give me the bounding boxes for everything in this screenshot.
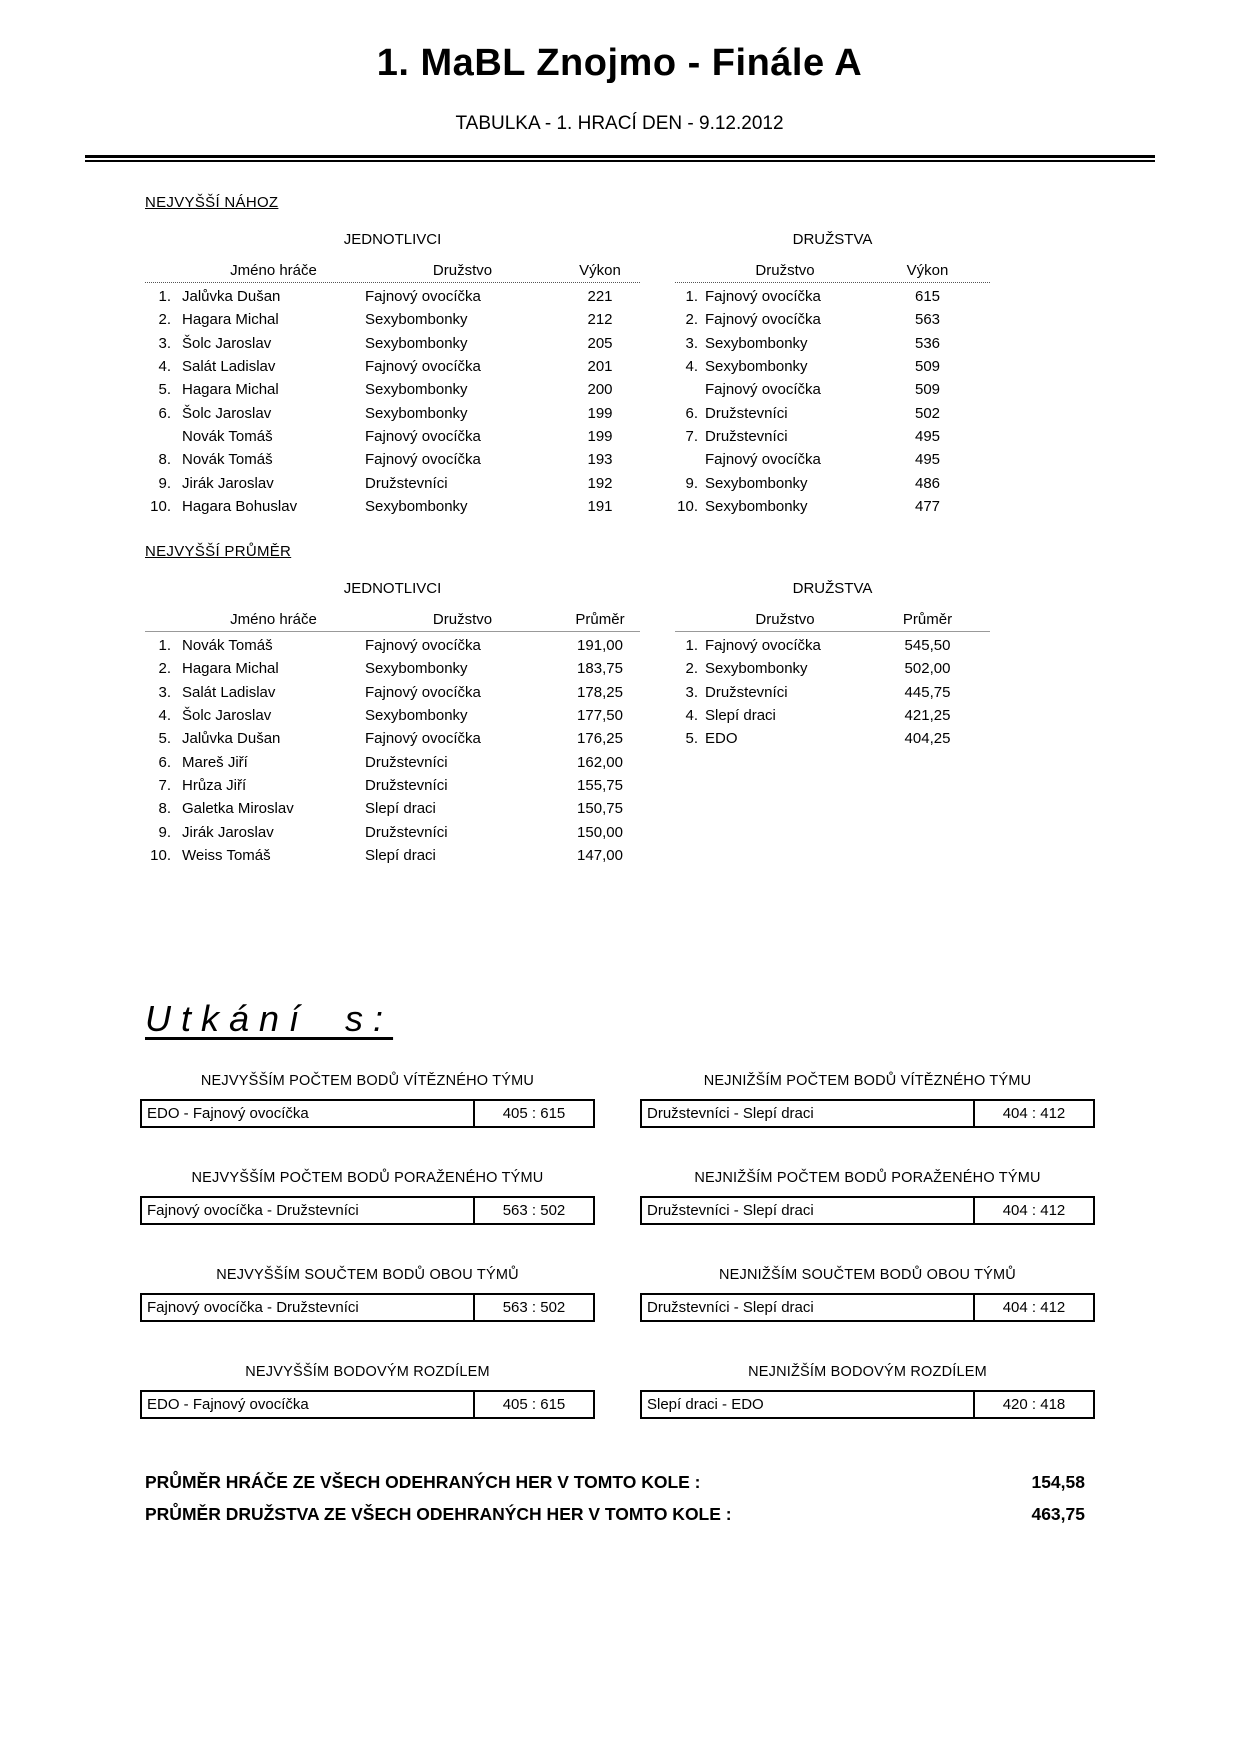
table-row <box>145 285 640 308</box>
rank-cell: 3. <box>685 683 698 701</box>
value-cell: 200 <box>587 381 613 399</box>
round-averages <box>145 1466 1085 1530</box>
table-row <box>675 401 990 424</box>
team-cell: Slepí draci <box>705 707 776 725</box>
table-row <box>675 681 990 704</box>
rank-cell: 6. <box>685 404 698 422</box>
rank-cell: 7. <box>685 427 698 445</box>
team-cell: Sexybombonky <box>365 311 468 329</box>
match-score: 420 : 418 <box>973 1392 1093 1417</box>
team-cell: Fajnový ovocíčka <box>705 637 821 655</box>
value-cell: 495 <box>914 427 941 445</box>
rank-cell: 4. <box>685 707 698 725</box>
rank-cell: 5. <box>685 730 698 748</box>
team-cell: Fajnový ovocíčka <box>705 311 821 329</box>
match-record <box>140 1267 595 1322</box>
rank-column-spacer <box>675 262 702 282</box>
team-cell: Sexybombonky <box>365 404 468 422</box>
value-cell: 155,75 <box>577 776 623 794</box>
average-value: 154,58 <box>1031 1471 1085 1492</box>
match-teams: Družstevníci - Slepí draci <box>647 1202 814 1219</box>
match-teams: Družstevníci - Slepí draci <box>647 1299 814 1316</box>
table-row <box>145 355 640 378</box>
value-cell: 177,50 <box>577 707 623 725</box>
column-header-player: Jméno hráče <box>230 611 317 628</box>
team-cell: Družstevníci <box>365 753 448 771</box>
table-body <box>145 634 640 867</box>
value-cell: 477 <box>914 497 941 515</box>
rank-cell: 10. <box>150 846 171 864</box>
team-cell: Družstevníci <box>365 823 448 841</box>
value-cell: 404,25 <box>904 730 951 748</box>
player-name-cell: Novák Tomáš <box>182 637 273 655</box>
match-record-label: NEJVYŠŠÍM POČTEM BODŮ PORAŽENÉHO TÝMU <box>191 1170 544 1186</box>
value-cell: 147,00 <box>577 846 623 864</box>
table-row <box>145 378 640 401</box>
team-cell: Družstevníci <box>705 427 788 445</box>
match-record-box <box>640 1293 1095 1322</box>
table-row <box>675 425 990 448</box>
rank-cell: 1. <box>158 288 171 306</box>
table-row <box>145 495 640 518</box>
rank-cell: 6. <box>158 753 171 771</box>
table-row <box>675 355 990 378</box>
match-score: 563 : 502 <box>473 1295 593 1320</box>
match-record <box>640 1267 1095 1322</box>
match-score: 404 : 412 <box>973 1101 1093 1126</box>
rank-column-spacer <box>675 611 702 631</box>
value-cell: 502 <box>914 404 941 422</box>
match-record-label: NEJNIŽŠÍM POČTEM BODŮ PORAŽENÉHO TÝMU <box>694 1170 1041 1186</box>
rank-cell: 7. <box>158 776 171 794</box>
table-row <box>145 704 640 727</box>
table-row <box>145 308 640 331</box>
header-underline <box>675 282 990 283</box>
table-row <box>675 378 990 401</box>
table-row <box>145 332 640 355</box>
table-body <box>675 285 990 518</box>
value-cell: 545,50 <box>904 637 951 655</box>
match-teams: Slepí draci - EDO <box>647 1396 764 1413</box>
value-cell: 495 <box>914 451 941 469</box>
table-row <box>145 681 640 704</box>
match-teams: Družstevníci - Slepí draci <box>647 1105 814 1122</box>
table-title: DRUŽSTVA <box>792 580 873 597</box>
page-title: 1. MaBL Znojmo - Finále A <box>376 42 863 84</box>
value-cell: 221 <box>587 288 613 306</box>
table-row <box>145 727 640 750</box>
team-cell: Fajnový ovocíčka <box>705 451 821 469</box>
match-record-label: NEJNIŽŠÍM BODOVÝM ROZDÍLEM <box>748 1364 987 1380</box>
team-cell: Fajnový ovocíčka <box>365 288 481 306</box>
value-cell: 193 <box>587 451 613 469</box>
team-cell: Fajnový ovocíčka <box>365 451 481 469</box>
rank-cell: 5. <box>158 730 171 748</box>
team-cell: Sexybombonky <box>365 660 468 678</box>
value-cell: 150,75 <box>577 800 623 818</box>
average-row <box>145 1466 1085 1498</box>
value-cell: 445,75 <box>904 683 951 701</box>
rank-cell: 4. <box>158 358 171 376</box>
rank-cell: 4. <box>158 707 171 725</box>
team-cell: Sexybombonky <box>705 497 808 515</box>
teams-table <box>675 231 990 518</box>
matches-section-title: Utkání s: <box>145 998 394 1039</box>
match-record-label: NEJVYŠŠÍM BODOVÝM ROZDÍLEM <box>245 1364 490 1380</box>
header-underline <box>145 282 640 283</box>
table-row <box>145 634 640 657</box>
column-header-value: Průměr <box>575 611 625 628</box>
match-teams: Fajnový ovocíčka - Družstevníci <box>147 1299 359 1316</box>
player-name-cell: Šolc Jaroslav <box>182 707 272 725</box>
player-name-cell: Galetka Miroslav <box>182 800 294 818</box>
team-cell: Sexybombonky <box>705 334 808 352</box>
player-name-cell: Hagara Michal <box>182 311 279 329</box>
rank-cell: 8. <box>158 800 171 818</box>
value-cell: 201 <box>587 358 613 376</box>
team-cell: Družstevníci <box>365 776 448 794</box>
page-subtitle: TABULKA - 1. HRACÍ DEN - 9.12.2012 <box>455 113 784 134</box>
match-score: 405 : 615 <box>473 1101 593 1126</box>
rank-cell: 4. <box>685 358 698 376</box>
column-header-team: Družstvo <box>432 262 493 279</box>
value-cell: 150,00 <box>577 823 623 841</box>
header-divider <box>85 155 1155 162</box>
average-label: PRŮMĚR HRÁČE ZE VŠECH ODEHRANÝCH HER V TOMTO KOLE : <box>145 1471 701 1492</box>
value-cell: 199 <box>587 404 613 422</box>
average-value: 463,75 <box>1031 1503 1085 1524</box>
player-name-cell: Hagara Bohuslav <box>182 497 298 515</box>
match-score: 405 : 615 <box>473 1392 593 1417</box>
player-name-cell: Novák Tomáš <box>182 427 273 445</box>
player-name-cell: Hagara Michal <box>182 660 279 678</box>
player-name-cell: Salát Ladislav <box>182 683 276 701</box>
rank-cell: 3. <box>158 683 171 701</box>
player-name-cell: Šolc Jaroslav <box>182 404 272 422</box>
section-title-highest-game: NEJVYŠŠÍ NÁHOZ <box>145 194 279 211</box>
match-record-box <box>140 1099 595 1128</box>
rank-cell: 1. <box>685 288 698 306</box>
rank-cell: 8. <box>158 451 171 469</box>
table-row <box>145 448 640 471</box>
match-record <box>140 1364 595 1419</box>
table-title: JEDNOTLIVCI <box>343 231 442 248</box>
individuals-table <box>145 580 640 867</box>
match-teams: EDO - Fajnový ovocíčka <box>147 1105 309 1122</box>
table-row <box>675 657 990 680</box>
table-row <box>675 634 990 657</box>
team-cell: Sexybombonky <box>705 660 808 678</box>
player-name-cell: Jalůvka Dušan <box>182 730 281 748</box>
match-record-box <box>640 1099 1095 1128</box>
table-row <box>145 401 640 424</box>
rank-cell: 6. <box>158 404 171 422</box>
table-row <box>145 844 640 867</box>
team-cell: Fajnový ovocíčka <box>365 730 481 748</box>
team-cell: Sexybombonky <box>705 474 808 492</box>
column-header-value: Výkon <box>906 262 949 279</box>
rank-cell: 9. <box>685 474 698 492</box>
player-name-cell: Mareš Jiří <box>182 753 248 771</box>
table-body <box>145 285 640 518</box>
match-record-box <box>140 1293 595 1322</box>
match-record-label: NEJNIŽŠÍM SOUČTEM BODŮ OBOU TÝMŮ <box>719 1267 1016 1283</box>
rank-cell: 10. <box>677 497 698 515</box>
team-cell: EDO <box>705 730 738 748</box>
average-label: PRŮMĚR DRUŽSTVA ZE VŠECH ODEHRANÝCH HER V TOMTO KOLE : <box>145 1503 732 1524</box>
rank-cell: 9. <box>158 823 171 841</box>
team-cell: Sexybombonky <box>365 497 468 515</box>
rank-column-spacer <box>145 262 177 282</box>
table-row <box>675 332 990 355</box>
column-header-team: Družstvo <box>432 611 493 628</box>
value-cell: 563 <box>914 311 941 329</box>
value-cell: 509 <box>914 358 941 376</box>
player-name-cell: Hagara Michal <box>182 381 279 399</box>
rank-cell: 3. <box>158 334 171 352</box>
rank-cell: 2. <box>158 660 171 678</box>
player-name-cell: Salát Ladislav <box>182 358 276 376</box>
team-cell: Fajnový ovocíčka <box>705 381 821 399</box>
rank-cell: 9. <box>158 474 171 492</box>
team-cell: Družstevníci <box>705 404 788 422</box>
player-name-cell: Weiss Tomáš <box>182 846 271 864</box>
section-title-highest-average: NEJVYŠŠÍ PRŮMĚR <box>145 543 292 560</box>
team-cell: Fajnový ovocíčka <box>365 427 481 445</box>
match-record <box>640 1364 1095 1419</box>
value-cell: 509 <box>914 381 941 399</box>
table-row <box>675 471 990 494</box>
player-name-cell: Jirák Jaroslav <box>182 823 274 841</box>
table-row <box>675 704 990 727</box>
rank-cell: 5. <box>158 381 171 399</box>
player-name-cell: Hrůza Jiří <box>182 776 247 794</box>
value-cell: 502,00 <box>904 660 951 678</box>
value-cell: 421,25 <box>904 707 951 725</box>
teams-table <box>675 580 990 750</box>
match-teams: Fajnový ovocíčka - Družstevníci <box>147 1202 359 1219</box>
table-row <box>675 285 990 308</box>
value-cell: 191,00 <box>577 637 623 655</box>
value-cell: 176,25 <box>577 730 623 748</box>
table-row <box>145 657 640 680</box>
value-cell: 536 <box>914 334 941 352</box>
rank-cell: 1. <box>685 637 698 655</box>
table-row <box>675 308 990 331</box>
column-header-value: Výkon <box>579 262 621 279</box>
value-cell: 486 <box>914 474 941 492</box>
team-cell: Sexybombonky <box>705 358 808 376</box>
value-cell: 615 <box>914 288 941 306</box>
match-record <box>640 1073 1095 1128</box>
table-row <box>675 727 990 750</box>
match-teams: EDO - Fajnový ovocíčka <box>147 1396 309 1413</box>
match-record <box>640 1170 1095 1225</box>
column-header-player: Jméno hráče <box>230 262 317 279</box>
match-record <box>140 1170 595 1225</box>
rank-cell: 1. <box>158 637 171 655</box>
table-title: DRUŽSTVA <box>792 231 873 248</box>
match-record-label: NEJNIŽŠÍM POČTEM BODŮ VÍTĚZNÉHO TÝMU <box>703 1073 1032 1089</box>
team-cell: Sexybombonky <box>365 334 468 352</box>
team-cell: Slepí draci <box>365 800 436 818</box>
player-name-cell: Jalůvka Dušan <box>182 288 281 306</box>
match-record-box <box>140 1196 595 1225</box>
table-header-row <box>675 262 990 282</box>
team-cell: Fajnový ovocíčka <box>365 683 481 701</box>
header-underline <box>145 631 640 632</box>
table-row <box>145 797 640 820</box>
team-cell: Fajnový ovocíčka <box>365 637 481 655</box>
table-row <box>675 448 990 471</box>
team-cell: Družstevníci <box>705 683 788 701</box>
rank-cell: 10. <box>150 497 171 515</box>
player-name-cell: Jirák Jaroslav <box>182 474 274 492</box>
match-score: 563 : 502 <box>473 1198 593 1223</box>
table-header-row <box>145 262 640 282</box>
match-record-box <box>640 1196 1095 1225</box>
table-row <box>145 750 640 773</box>
average-row <box>145 1498 1085 1530</box>
column-header-team: Družstvo <box>755 262 815 279</box>
player-name-cell: Novák Tomáš <box>182 451 273 469</box>
value-cell: 178,25 <box>577 683 623 701</box>
match-record <box>140 1073 595 1128</box>
table-header-row <box>675 611 990 631</box>
value-cell: 199 <box>587 427 613 445</box>
rank-column-spacer <box>145 611 177 631</box>
player-name-cell: Šolc Jaroslav <box>182 334 272 352</box>
value-cell: 162,00 <box>577 753 623 771</box>
value-cell: 205 <box>587 334 613 352</box>
individuals-table <box>145 231 640 518</box>
value-cell: 191 <box>587 497 613 515</box>
rank-cell: 3. <box>685 334 698 352</box>
team-cell: Sexybombonky <box>365 707 468 725</box>
match-record-label: NEJVYŠŠÍM POČTEM BODŮ VÍTĚZNÉHO TÝMU <box>200 1073 535 1089</box>
team-cell: Sexybombonky <box>365 381 468 399</box>
table-body <box>675 634 990 750</box>
table-row <box>145 774 640 797</box>
team-cell: Slepí draci <box>365 846 436 864</box>
column-header-team: Družstvo <box>755 611 815 628</box>
value-cell: 212 <box>587 311 613 329</box>
match-record-label: NEJVYŠŠÍM SOUČTEM BODŮ OBOU TÝMŮ <box>216 1267 519 1283</box>
match-score: 404 : 412 <box>973 1198 1093 1223</box>
table-row <box>145 425 640 448</box>
header-underline <box>675 631 990 632</box>
table-title: JEDNOTLIVCI <box>343 580 442 597</box>
match-record-box <box>640 1390 1095 1419</box>
rank-cell: 2. <box>685 311 698 329</box>
table-header-row <box>145 611 640 631</box>
match-score: 404 : 412 <box>973 1295 1093 1320</box>
match-records-grid <box>140 1073 1095 1419</box>
match-record-box <box>140 1390 595 1419</box>
team-cell: Fajnový ovocíčka <box>365 358 481 376</box>
table-row <box>145 820 640 843</box>
rank-cell: 2. <box>158 311 171 329</box>
table-row <box>675 495 990 518</box>
column-header-value: Průměr <box>902 611 953 628</box>
rank-cell: 2. <box>685 660 698 678</box>
value-cell: 192 <box>587 474 613 492</box>
team-cell: Fajnový ovocíčka <box>705 288 821 306</box>
table-row <box>145 471 640 494</box>
value-cell: 183,75 <box>577 660 623 678</box>
team-cell: Družstevníci <box>365 474 448 492</box>
